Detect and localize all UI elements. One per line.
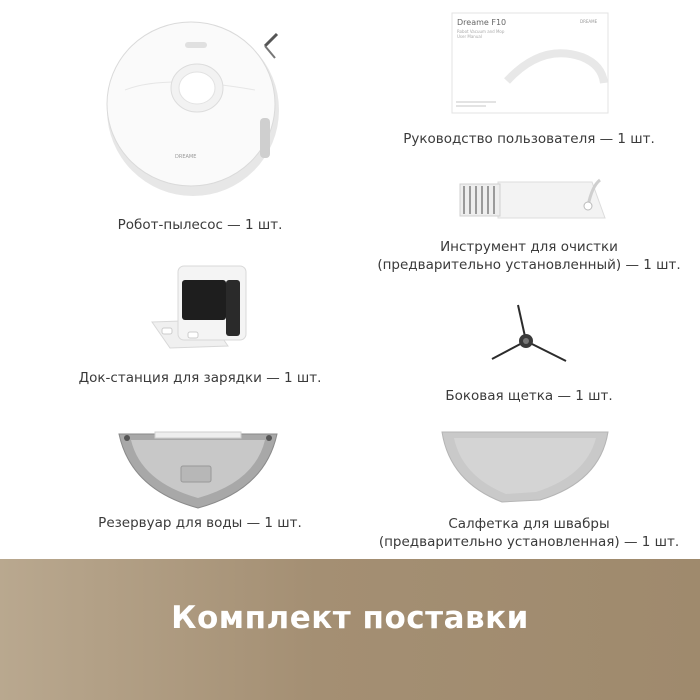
water-tank-caption: Резервуар для воды — 1 шт.: [98, 515, 302, 531]
robot-vacuum-image: [105, 18, 285, 198]
banner: [0, 559, 700, 700]
manual-caption: Руководство пользователя — 1 шт.: [403, 131, 655, 147]
user-manual-image: [452, 13, 608, 113]
manual-subtitle-1: Robot Vacuum and Mop: [457, 29, 505, 34]
charging-dock-image: [148, 262, 250, 358]
side-brush-caption: Боковая щетка — 1 шт.: [445, 388, 613, 404]
side-brush-image: [488, 303, 570, 375]
cleaning-tool-image: [460, 176, 610, 224]
water-tank-image: [115, 430, 281, 510]
banner-title: Комплект поставки: [171, 600, 529, 636]
manual-brand: Dreame F10: [457, 18, 507, 27]
mop-pad-caption: Салфетка для швабры (предварительно установленная) — 1 шт.: [378, 516, 680, 550]
cleaning-tool-caption: Инструмент для очистки (предварительно установленный) — 1 шт.: [377, 239, 681, 273]
manual-brand-right: DREAME: [580, 19, 598, 24]
robot-caption: Робот-пылесос — 1 шт.: [117, 217, 283, 233]
mop-pad-image: [440, 430, 610, 506]
dock-caption: Док-станция для зарядки — 1 шт.: [78, 370, 322, 386]
robot-logo: DREAME: [175, 154, 197, 160]
manual-subtitle-2: User Manual: [457, 34, 482, 39]
